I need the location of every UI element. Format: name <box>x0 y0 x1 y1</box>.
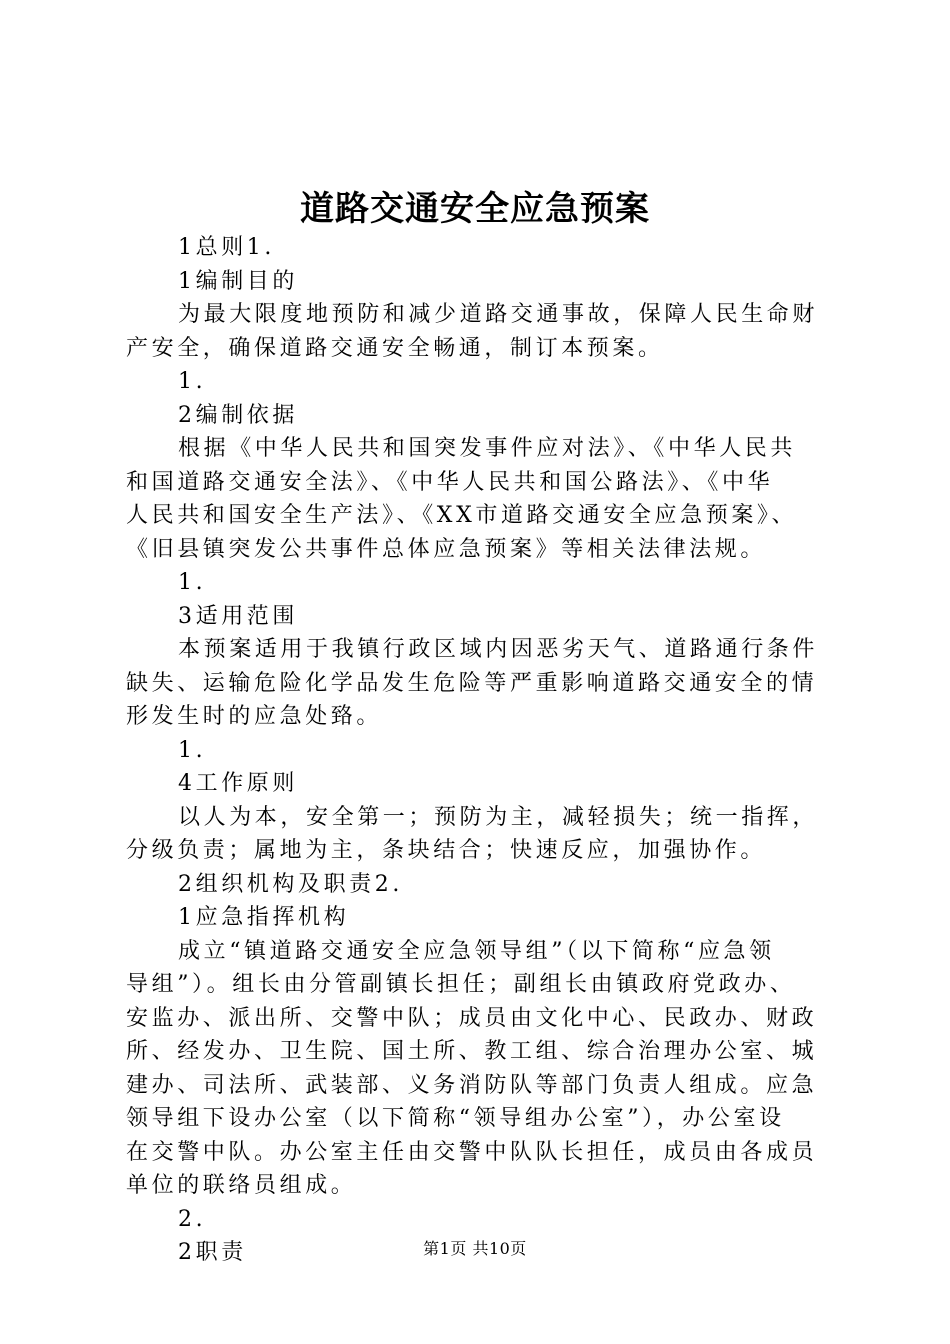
page-footer: 第1页 共10页 <box>423 1239 527 1258</box>
text-line: 4工作原则 <box>178 771 298 796</box>
document-body <box>126 231 831 1270</box>
text-line: 1编制目的 <box>178 268 298 294</box>
text-line: 2. <box>178 1206 207 1232</box>
text-line: 为最大限度地预防和减少道路交通事故，保障人民生命财 <box>178 302 819 327</box>
text-line: 导组”）。组长由分管副镇长担任；副组长由镇政府党政办、 <box>126 972 796 997</box>
text-line: 领导组下设办公室（以下简称“领导组办公室”），办公室设 <box>126 1106 785 1131</box>
text-line: 1. <box>178 737 207 763</box>
text-line: 成立“镇道路交通安全应急领导组”（以下简称“应急领 <box>178 938 775 964</box>
text-line: 《旧县镇突发公共事件总体应急预案》等相关法律法规。 <box>126 536 767 562</box>
text-line: 1总则1. <box>178 235 275 260</box>
text-line: 缺失、运输危险化学品发生危险等严重影响道路交通安全的情 <box>126 670 818 696</box>
text-line: 2组织机构及职责2. <box>178 871 403 897</box>
text-line: 分级负责；属地为主，条块结合；快速反应，加强协作。 <box>126 838 767 863</box>
text-line: 所、经发办、卫生院、国土所、教工组、综合治理办公室、城 <box>126 1039 818 1064</box>
text-line: 本预案适用于我镇行政区域内因恶劣天气、道路通行条件 <box>178 637 819 662</box>
text-line: 根据《中华人民共和国突发事件应对法》、《中华人民共 <box>178 436 797 461</box>
text-line: 1. <box>178 570 207 595</box>
text-line: 建办、司法所、武装部、义务消防队等部门负责人组成。应急 <box>126 1072 818 1098</box>
text-line: 人民共和国安全生产法》、《XX市道路交通安全应急预案》、 <box>126 503 798 528</box>
text-line: 以人为本，安全第一；预防为主，减轻损失；统一指挥， <box>178 804 819 830</box>
text-line: 1应急指挥机构 <box>178 905 350 930</box>
text-line: 在交警中队。办公室主任由交警中队队长担任，成员由各成员 <box>126 1139 818 1165</box>
text-line: 3适用范围 <box>178 603 298 629</box>
text-line: 1. <box>178 369 207 394</box>
text-line: 单位的联络员组成。 <box>126 1173 357 1198</box>
text-line: 形发生时的应急处臵。 <box>126 704 383 729</box>
text-line: 安监办、派出所、交警中队；成员由文化中心、民政办、财政 <box>126 1005 818 1031</box>
text-line: 和国道路交通安全法》、《中华人民共和国公路法》、《中华 <box>126 469 774 495</box>
document-title: 道路交通安全应急预案 <box>300 189 650 229</box>
text-line: 2编制依据 <box>178 402 298 428</box>
text-line: 2职责 <box>178 1240 247 1265</box>
text-line: 产安全，确保道路交通安全畅通，制订本预案。 <box>126 335 664 361</box>
